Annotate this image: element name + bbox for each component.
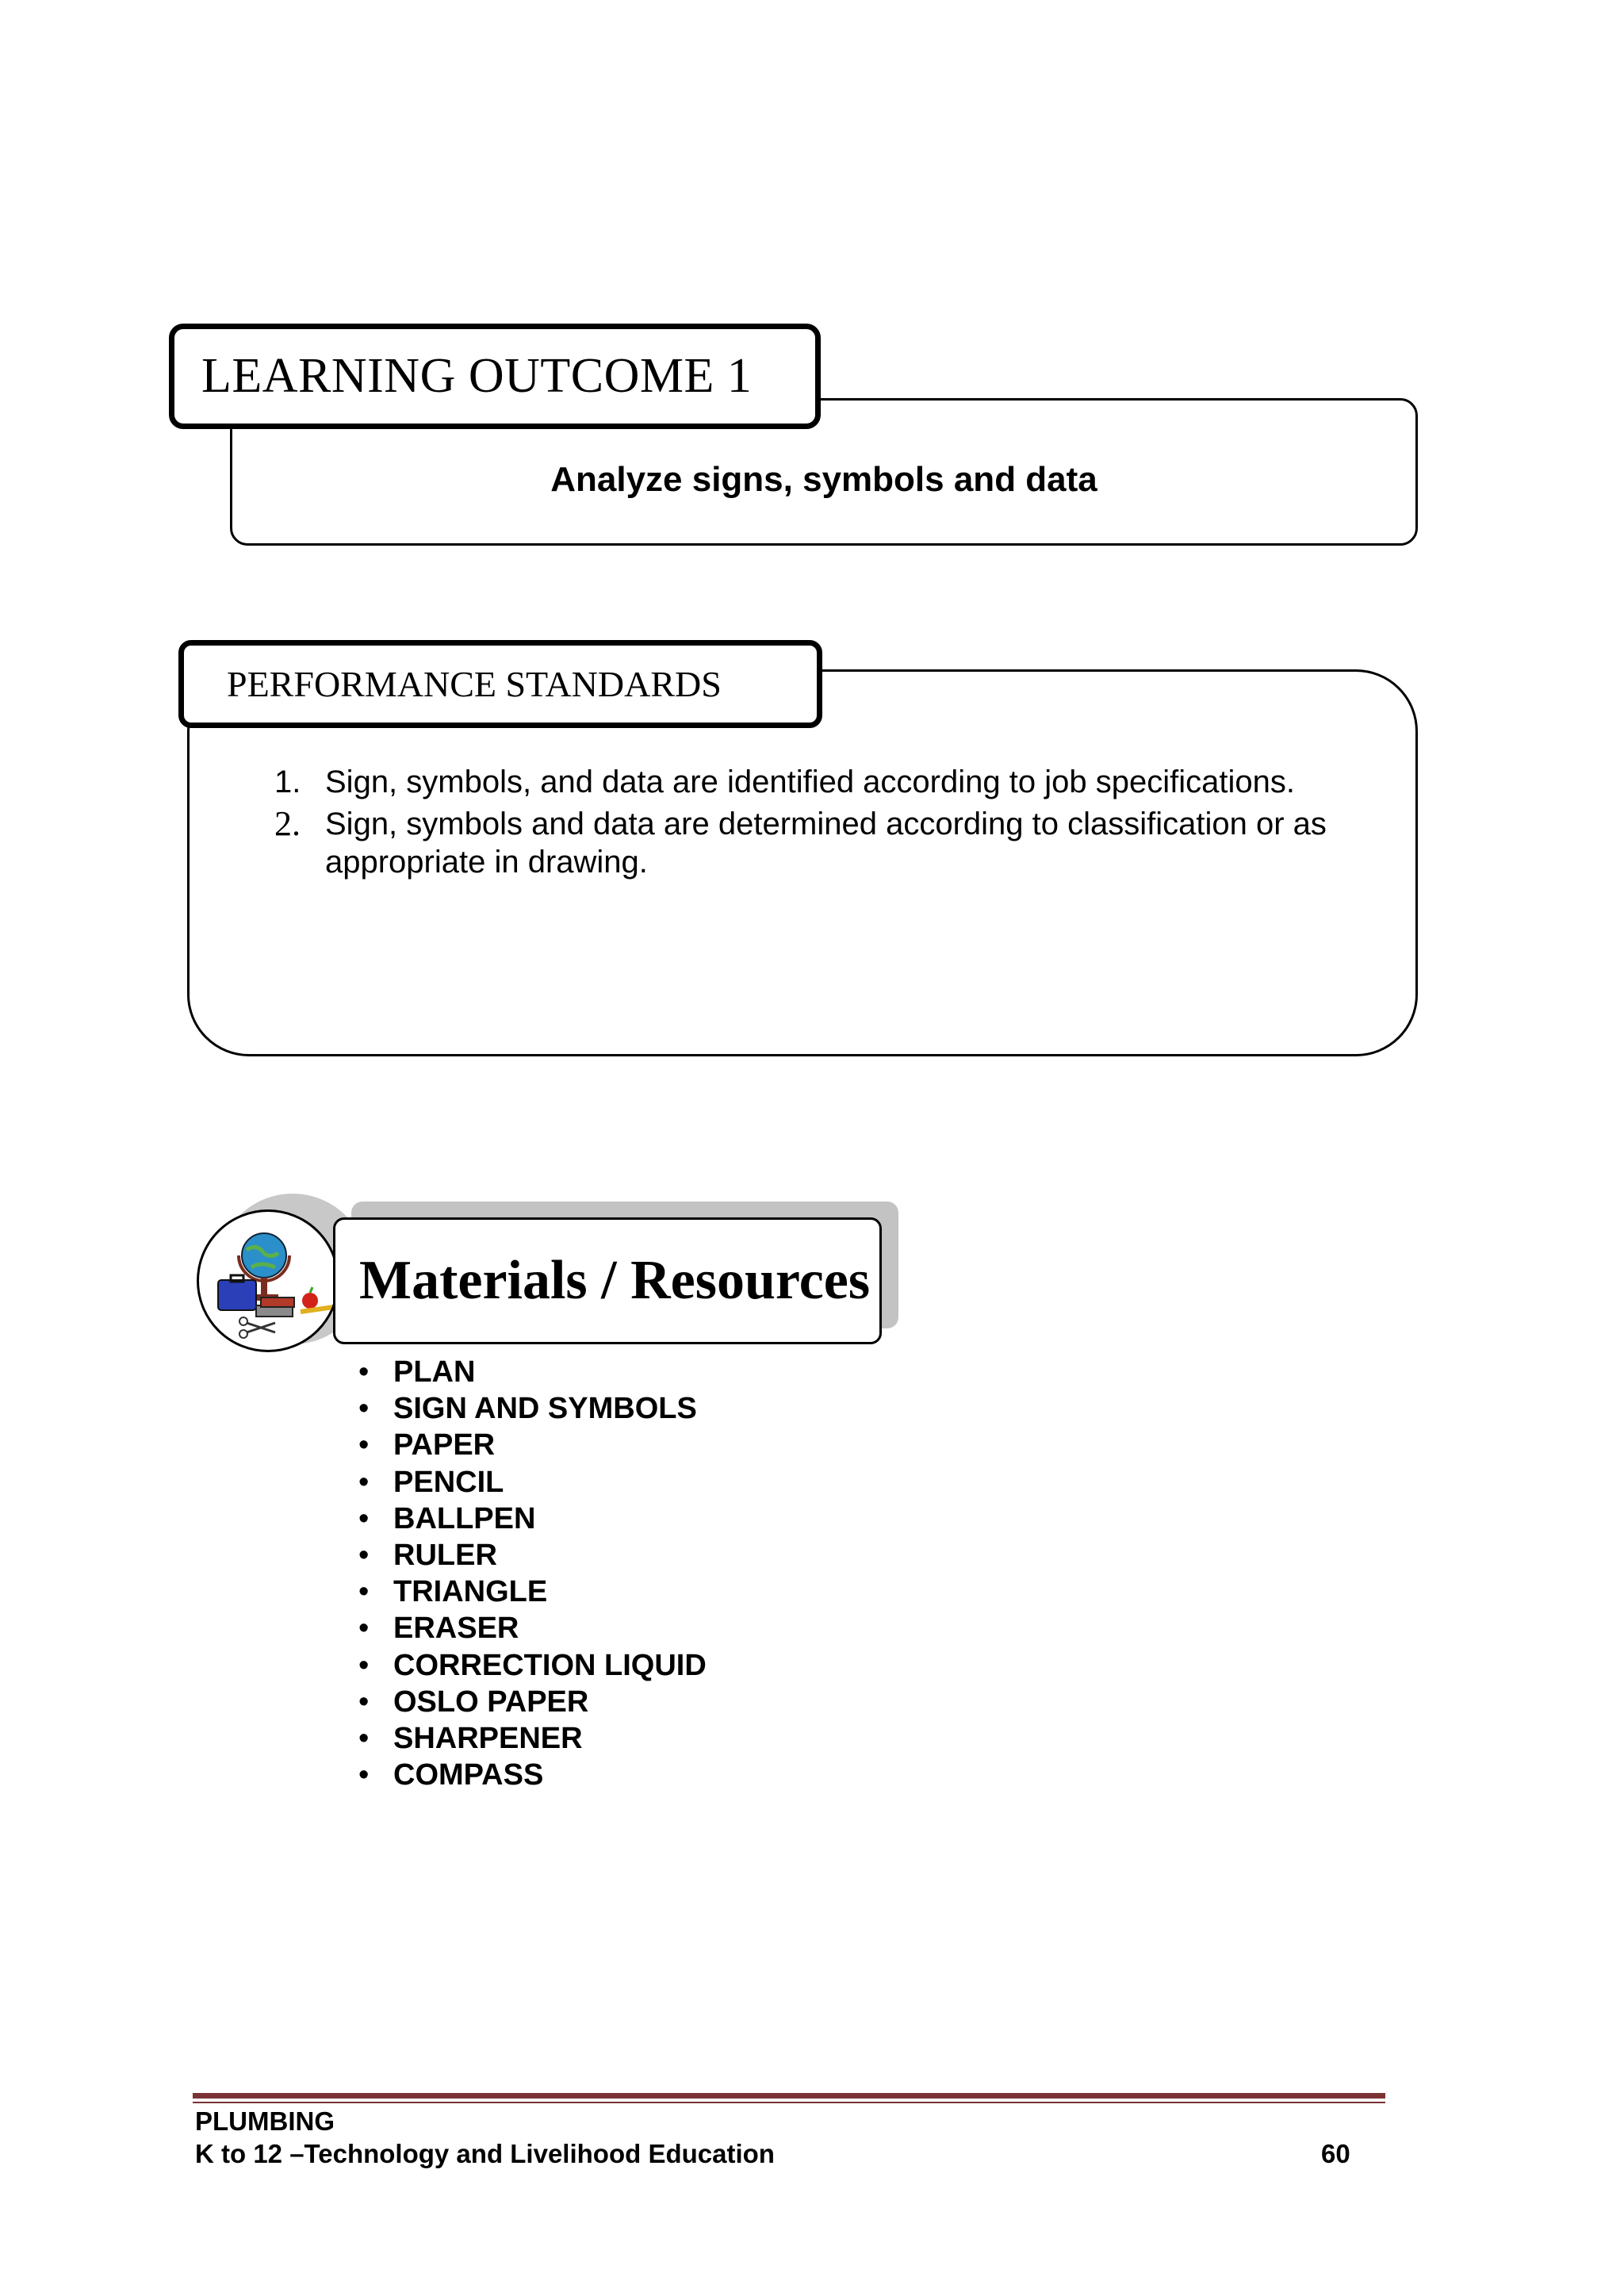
list-item [354, 1647, 707, 1684]
bullet-icon: • [358, 1575, 370, 1609]
list-item-text: PLAN [393, 1355, 476, 1389]
list-item [354, 1464, 707, 1501]
bullet-icon: • [358, 1685, 370, 1719]
list-item [274, 763, 1385, 801]
page-number: 60 [1321, 2139, 1350, 2168]
bullet-icon: • [358, 1501, 370, 1535]
list-item [354, 1354, 707, 1390]
list-item-text: CORRECTION LIQUID [393, 1648, 707, 1682]
list-item-text: BALLPEN [393, 1501, 536, 1535]
list-item [354, 1427, 707, 1463]
materials-resources-title: Materials / Resources [333, 1217, 882, 1344]
list-item [354, 1757, 707, 1793]
bullet-icon: • [358, 1758, 370, 1792]
performance-standards-title: PERFORMANCE STANDARDS [178, 640, 822, 728]
bullet-icon: • [358, 1465, 370, 1499]
list-item [354, 1573, 707, 1610]
list-item-text: OSLO PAPER [393, 1685, 589, 1719]
learning-outcome-title: LEARNING OUTCOME 1 [169, 324, 821, 429]
list-item-text: ERASER [393, 1612, 519, 1646]
footer-subject: PLUMBING [195, 2106, 335, 2136]
bullet-icon: • [358, 1539, 370, 1573]
list-item-text: PENCIL [393, 1465, 504, 1499]
list-item-text: SIGN AND SYMBOLS [393, 1392, 697, 1426]
bullet-icon: • [358, 1355, 370, 1389]
list-item [354, 1501, 707, 1537]
list-item-number: 2. [274, 804, 301, 843]
list-item-text: Sign, symbols and data are determined according to classification or as appropriate in drawing. [325, 807, 1327, 880]
list-item-text: Sign, symbols, and data are identified according to job specifications. [325, 765, 1295, 799]
list-item [354, 1720, 707, 1757]
bullet-icon: • [358, 1612, 370, 1646]
list-item [354, 1610, 707, 1646]
list-item-number: 1. [274, 765, 301, 799]
footer-course: K to 12 –Technology and Livelihood Education [195, 2139, 775, 2168]
footer-rule [193, 2093, 1385, 2099]
learning-outcome-subtitle: Analyze signs, symbols and data [550, 460, 1097, 499]
footer-rule-thin [193, 2102, 1385, 2103]
list-item [354, 1537, 707, 1573]
materials-list [354, 1354, 707, 1793]
performance-standards-list [274, 763, 1385, 885]
list-item-text: PAPER [393, 1428, 496, 1462]
bullet-icon: • [358, 1722, 370, 1756]
list-item-text: TRIANGLE [393, 1575, 548, 1609]
list-item-text: RULER [393, 1539, 497, 1573]
bullet-icon: • [358, 1428, 370, 1462]
list-item-text: COMPASS [393, 1758, 544, 1792]
bullet-icon: • [358, 1648, 370, 1682]
list-item [274, 805, 1385, 881]
list-item [354, 1390, 707, 1427]
school-supplies-icon [197, 1209, 339, 1352]
list-item-text: SHARPENER [393, 1722, 583, 1756]
bullet-icon: • [358, 1392, 370, 1426]
list-item [354, 1684, 707, 1720]
